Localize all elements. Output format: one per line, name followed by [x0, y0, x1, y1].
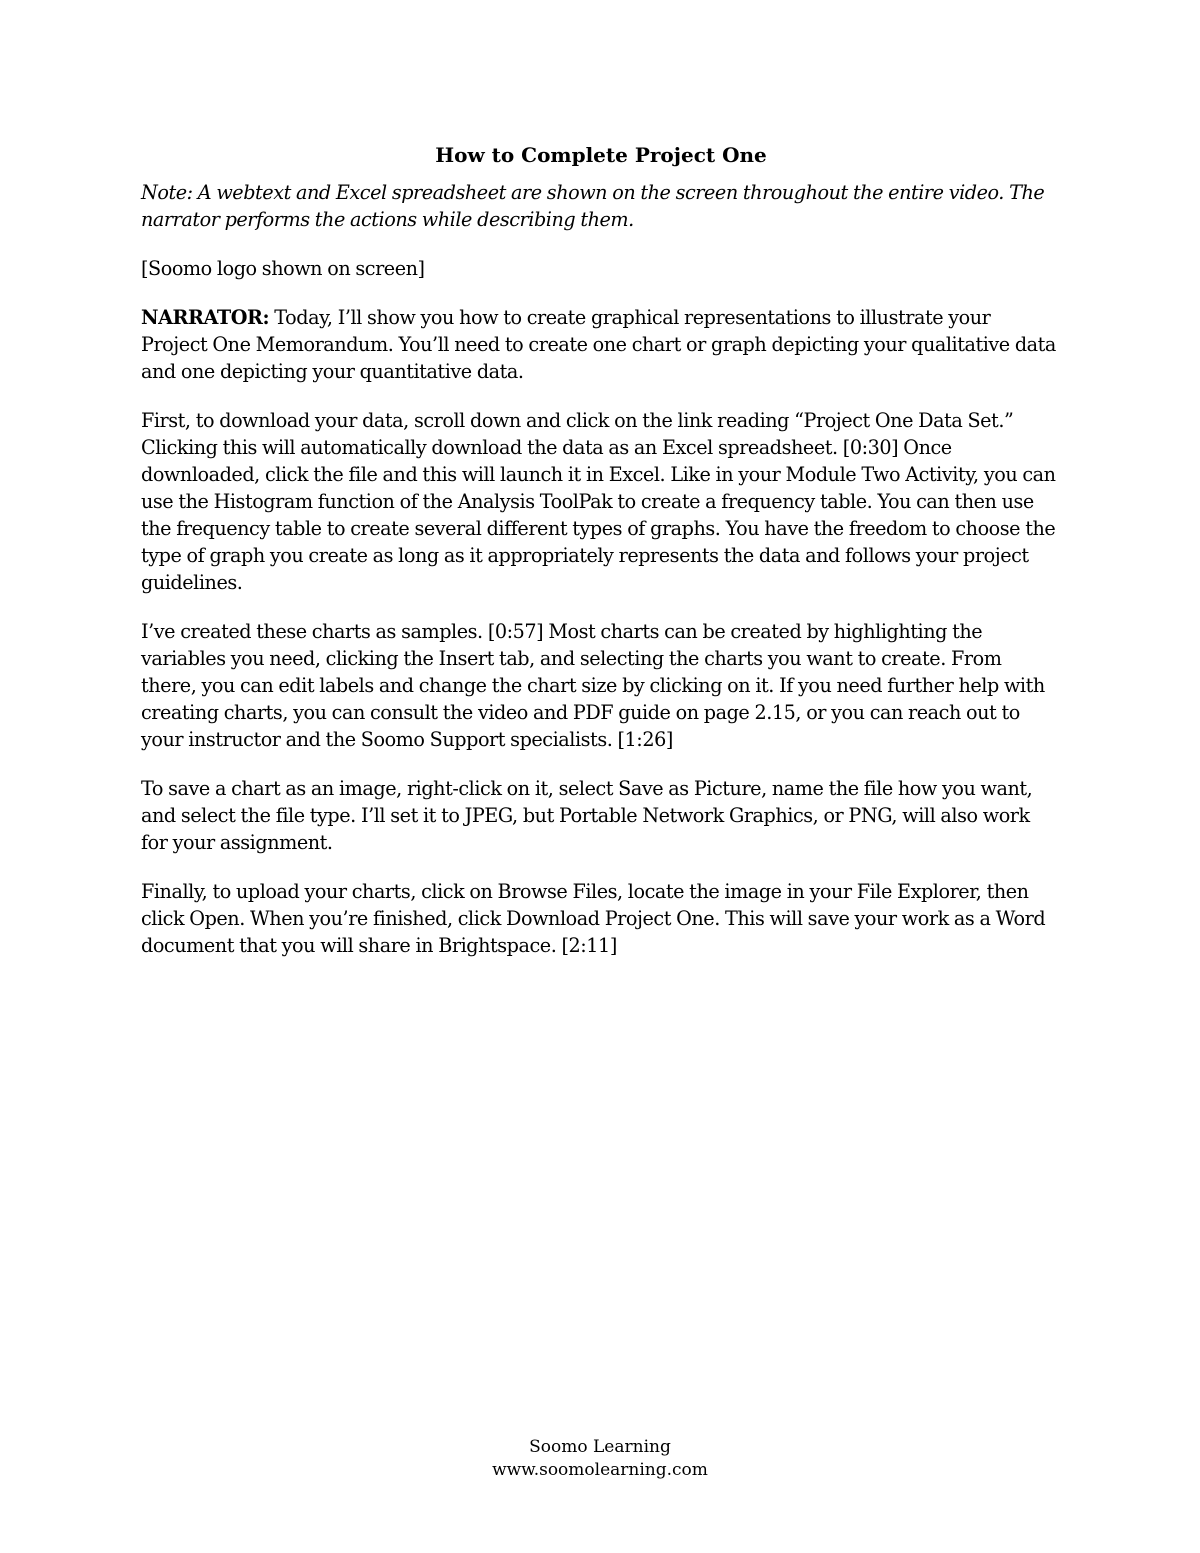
paragraph-create-charts: I’ve created these charts as samples. [0:57] Most charts can be created by highlighting the variables you need, clicking the Insert tab, and selecting the charts you want to create. From there, you can edit labels and change the chart size by clicking on it. If you need further help with creating charts, you can consult the video and PDF guide on page 2.15, or you can reach out to your instructor and the Soomo Support specialists. [1:26]: [141, 620, 1045, 751]
paragraph-download-data: First, to download your data, scroll down and click on the link reading “Project One Data Set.” Clicking this will automatically download the data as an Excel spreadsheet. [0:30] Once downloaded, click the file and this will launch it in Excel. Like in your Module Two Activity, you can use the Histogram function of the Analysis ToolPak to create a frequency table. You can then use the frequency table to create several different types of graphs. You have the freedom to choose the type of graph you create as long as it appropriately represents the data and follows your project guidelines.: [141, 409, 1056, 594]
speaker-label: NARRATOR:: [141, 306, 270, 329]
scene-description: [Soomo logo shown on screen]: [141, 257, 425, 280]
document-title: How to Complete Project One: [435, 143, 767, 167]
footer-website: www.soomolearning.com: [492, 1460, 708, 1480]
footer-company: Soomo Learning: [529, 1437, 671, 1457]
page-footer: [0, 1436, 1200, 1482]
document-body: [141, 142, 1061, 981]
video-note: Note: A webtext and Excel spreadsheet are shown on the screen throughout the entire video. The narrator performs the actions while describing them.: [141, 181, 1045, 231]
paragraph-save-chart: To save a chart as an image, right-click on it, select Save as Picture, name the file how you want, and select the file type. I’ll set it to JPEG, but Portable Network Graphics, or PNG, will also work for your assignment.: [141, 777, 1033, 854]
paragraph-upload-charts: Finally, to upload your charts, click on Browse Files, locate the image in your File Explorer, then click Open. When you’re finished, click Download Project One. This will save your work as a Word document that you will share in Brightspace. [2:11]: [141, 880, 1046, 957]
narration-intro-paragraph: [141, 304, 1061, 385]
narration-intro-text: Today, I’ll show you how to create graphical representations to illustrate your Project One Memorandum. You’ll need to create one chart or graph depicting your qualitative data and one depicting your quantitative data.: [141, 306, 1056, 383]
